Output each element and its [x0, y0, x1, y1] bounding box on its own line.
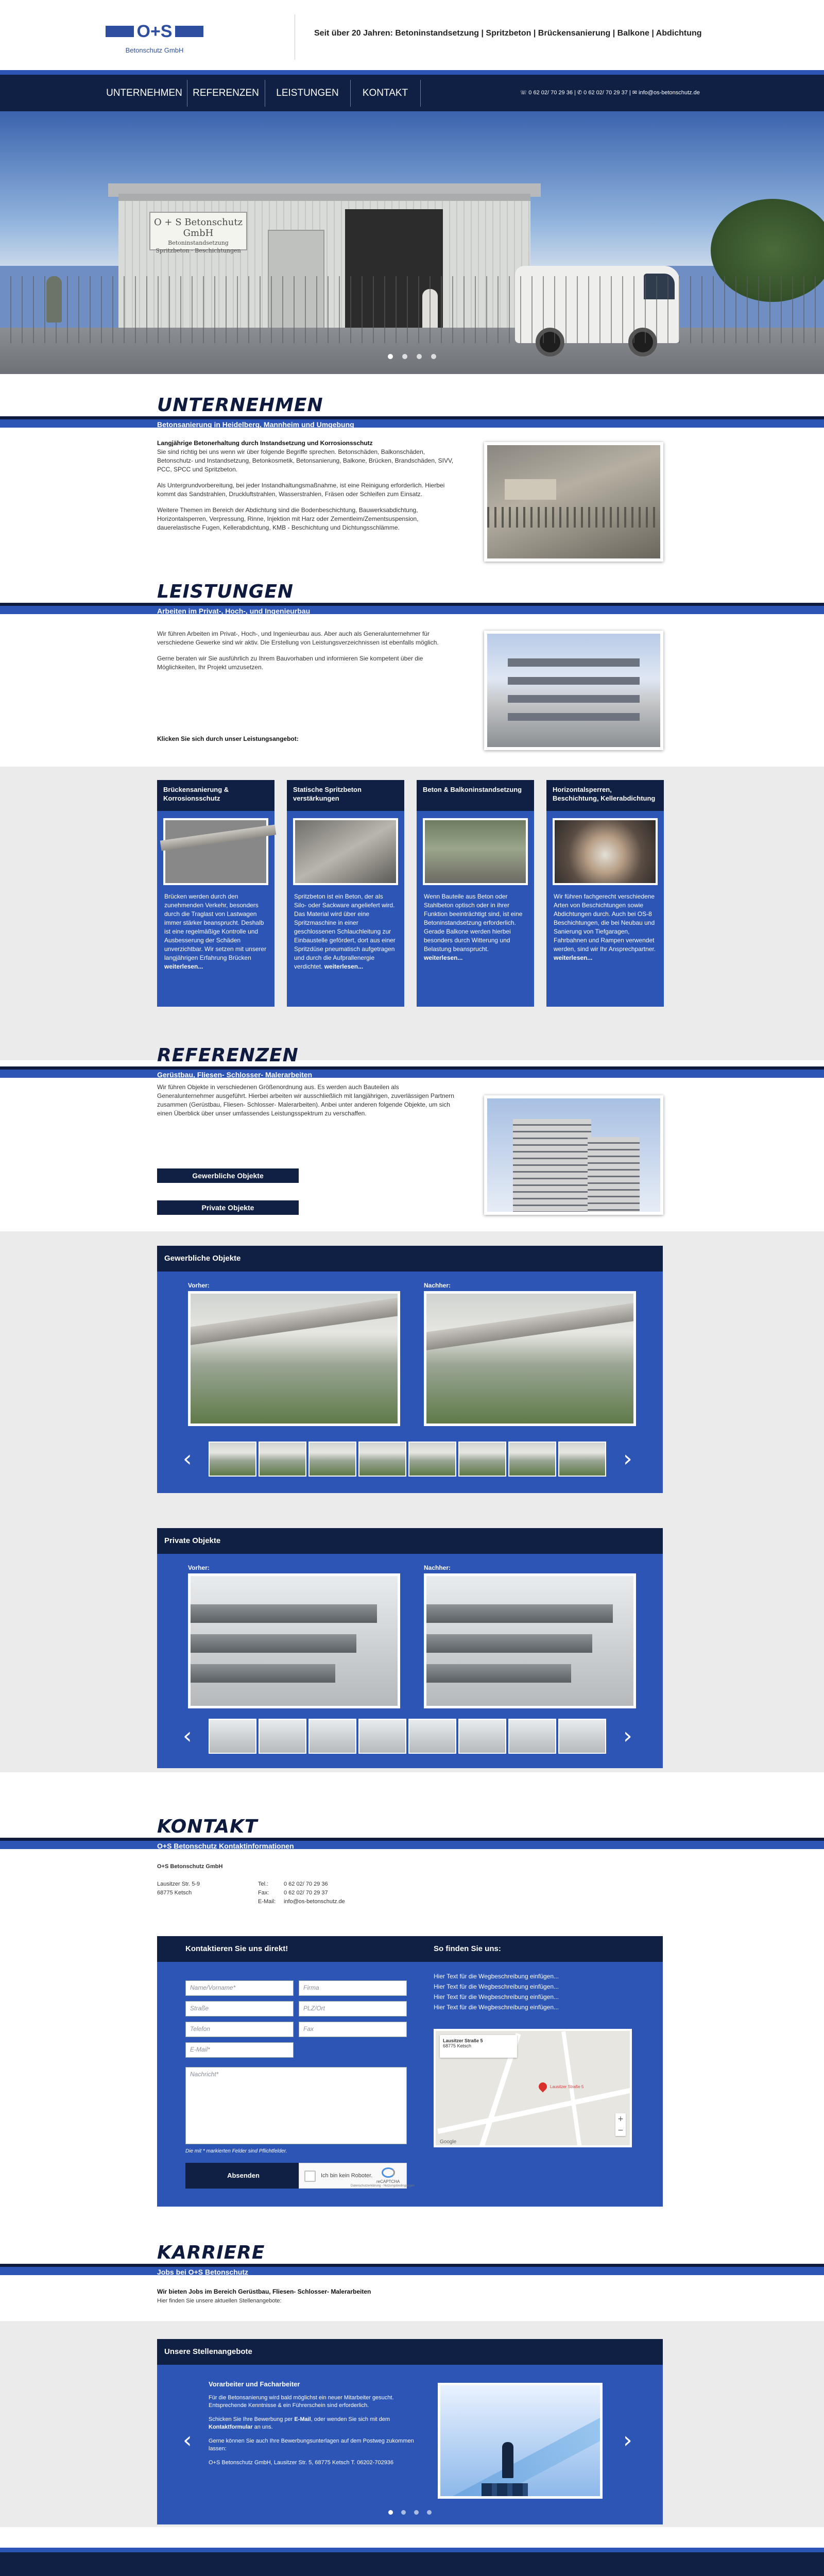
- gallery-thumbnail[interactable]: [209, 1719, 256, 1754]
- service-card-title: Beton & Balkoninstandsetzung: [417, 780, 534, 811]
- map-card-title: Lausitzer Straße 5: [443, 2038, 483, 2043]
- section-bar: [0, 1066, 824, 1078]
- after-image[interactable]: [424, 1573, 636, 1708]
- gallery-title: Private Objekte: [157, 1528, 663, 1554]
- site-footer: [0, 2548, 824, 2576]
- captcha-checkbox[interactable]: [304, 2171, 316, 2182]
- hero-slider[interactable]: [0, 111, 824, 374]
- leistungen-paragraph: Gerne beraten wir Sie ausführlich zu Ihrem Bauvorhaben und informieren Sie kompetent über die Möglichkeiten, Ihr Projekt umzusetzen.: [157, 655, 423, 671]
- captcha-terms[interactable]: Datenschutzerklärung - Nutzungsbedingungen: [351, 2184, 415, 2188]
- fax-label: Fax:: [258, 1890, 269, 1896]
- section-title: LEISTUNGEN: [157, 581, 294, 602]
- directions-item[interactable]: Hier Text für die Wegbeschreibung einfügen...: [434, 1973, 559, 1980]
- job-image: [438, 2383, 603, 2499]
- service-card[interactable]: [157, 780, 274, 1007]
- gallery-commercial: [157, 1246, 663, 1493]
- hero-slider-dots: [0, 353, 824, 361]
- slider-dot[interactable]: [402, 354, 407, 359]
- gallery-private: [157, 1528, 663, 1768]
- contact-form-box: [157, 1936, 663, 2207]
- hero-person: [46, 276, 62, 323]
- job-paragraph: Gerne können Sie auch Ihre Bewerbungsunterlagen auf dem Postweg zukommen lassen:: [209, 2438, 414, 2452]
- service-card[interactable]: [287, 780, 404, 1007]
- after-label: Nachher:: [424, 1564, 451, 1571]
- section-title: REFERENZEN: [157, 1045, 299, 1066]
- gallery-thumbnail[interactable]: [308, 1442, 356, 1477]
- referenzen-paragraph: Wir führen Objekte in verschiedenen Größenordnung aus. Es werden auch Bauteilen als Generalunternehmer ausgeführt. Hierbei arbeiten wir ausschließlich mit langjährigen, zuverlässigen Partnern zusammen (Gerüstbau, Fliesen- Schlosser- Malerarbeiten). Anbei unter anderen folgende Objekte, um sich einen Überblick über unser umfassendes Leistungsspektrum zu verschaffen.: [157, 1083, 454, 1117]
- leistungen-text: [157, 630, 456, 679]
- section-bar: [0, 603, 824, 614]
- tel-value[interactable]: 0 62 02/ 70 29 36: [284, 1881, 328, 1887]
- street-field[interactable]: Straße: [185, 2001, 294, 2016]
- service-card[interactable]: [417, 780, 534, 1007]
- tel-label: Tel.:: [258, 1881, 269, 1887]
- job-slider-title: Unsere Stellenangebote: [157, 2339, 663, 2365]
- gallery-thumbnails: [209, 1442, 610, 1477]
- karriere-lead: Wir bieten Jobs im Bereich Gerüstbau, Fliesen- Schlosser- Malerarbeiten: [157, 2288, 371, 2295]
- directions-item[interactable]: Hier Text für die Wegbeschreibung einfügen...: [434, 1983, 559, 1990]
- before-image[interactable]: [188, 1573, 400, 1708]
- recaptcha-icon: [382, 2167, 395, 2178]
- unternehmen-lead: Langjährige Betonerhaltung durch Instandsetzung und Korrosionsschutz: [157, 439, 373, 447]
- service-card-text: Brücken werden durch den zunehmenden Verkehr, besonders durch die Traglast von Lastwagen immer stärker beansprucht. Deshalb ist eine regelmäßige Kontrolle und Ausbesserung der Schäden unverzichtbar. Wir setzen mit unserer langjährigen Erfahrung Brücken weiterlesen...: [164, 893, 267, 970]
- contact-form-link[interactable]: Kontaktformular: [209, 2424, 253, 2430]
- section-bar: [0, 1838, 824, 1849]
- job-slider: [157, 2339, 663, 2524]
- slider-dot[interactable]: [401, 2510, 406, 2515]
- section-bar: [0, 416, 824, 428]
- service-card-image: [553, 818, 658, 885]
- section-title: KARRIERE: [157, 2242, 265, 2263]
- main-navigation: [0, 70, 824, 111]
- commercial-objects-button[interactable]: Gewerbliche Objekte: [157, 1168, 299, 1183]
- gallery-next-arrow[interactable]: ›: [623, 1723, 632, 1749]
- gallery-thumbnail[interactable]: [408, 1719, 456, 1754]
- slider-dot[interactable]: [414, 2510, 419, 2515]
- logo-name: O+S: [100, 22, 209, 41]
- gallery-thumbnail[interactable]: [259, 1442, 306, 1477]
- contact-city: 68775 Ketsch: [157, 1890, 192, 1896]
- directions-item[interactable]: Hier Text für die Wegbeschreibung einfügen...: [434, 1993, 559, 2001]
- job-next-arrow[interactable]: ›: [623, 2427, 632, 2453]
- slider-dot[interactable]: [388, 2510, 393, 2515]
- service-card-image: [423, 818, 528, 885]
- slider-dot[interactable]: [417, 354, 422, 359]
- service-card-text: Wir führen fachgerecht verschiedene Arten von Beschichtungen sowie Abdichtungen durch. Auch bei OS-8 Beschichtungen, die bei Neubau und Sanierung von Tiefgaragen, Fahrbahnen und Rampen verwendet werden, sind wir Ihr Ansprechpartner. weiterlesen...: [554, 893, 656, 961]
- services-band: [0, 767, 824, 1060]
- captcha-brand: reCAPTCHA: [376, 2179, 400, 2184]
- section-title: KONTAKT: [157, 1816, 258, 1837]
- nav-item-leistungen[interactable]: LEISTUNGEN: [276, 88, 339, 98]
- gallery-title: Gewerbliche Objekte: [157, 1246, 663, 1272]
- gallery-body: [157, 1554, 663, 1768]
- map-info-card[interactable]: [440, 2035, 517, 2058]
- private-objects-button[interactable]: Private Objekte: [157, 1200, 299, 1215]
- job-image-figure: [502, 2442, 513, 2478]
- section-title: UNTERNEHMEN: [157, 395, 323, 416]
- map-google-logo: Google: [440, 2139, 457, 2145]
- gallery-thumbnail[interactable]: [358, 1442, 406, 1477]
- hero-sign-line3: Spritzbeton · Beschichtungen: [156, 247, 241, 254]
- job-slider-dots: [157, 2509, 663, 2516]
- job-paragraph: Schicken Sie Ihre Bewerbung per E-Mail, oder wenden Sie sich mit dem Kontaktformular an uns.: [209, 2416, 390, 2430]
- gallery-thumbnail[interactable]: [508, 1442, 556, 1477]
- contact-numbers: [258, 1880, 402, 1906]
- job-title: Vorarbeiter und Facharbeiter: [209, 2380, 300, 2388]
- service-card-image: [163, 818, 268, 885]
- gallery-thumbnail[interactable]: [259, 1719, 306, 1754]
- unternehmen-text: [157, 439, 456, 539]
- karriere-text: [157, 2287, 456, 2306]
- contact-street: Lausitzer Str. 5-9: [157, 1881, 200, 1887]
- mail-label: E-Mail:: [258, 1899, 276, 1905]
- hero-company-sign: [149, 212, 247, 254]
- job-paragraph: Für die Betonsanierung wird bald möglichst ein neuer Mitarbeiter gesucht. Entsprechende Kenntnisse & ein Führerschein sind erforderlich.: [209, 2395, 394, 2409]
- map-card-subtitle: 68775 Ketsch: [443, 2043, 472, 2048]
- contact-info: [157, 1862, 345, 1905]
- mail-link[interactable]: info@os-betonschutz.de: [284, 1899, 345, 1905]
- gallery-thumbnail[interactable]: [458, 1442, 506, 1477]
- read-more-link[interactable]: weiterlesen...: [554, 954, 593, 961]
- gallery-body: [157, 1272, 663, 1493]
- contact-form-title: Kontaktieren Sie uns direkt!: [185, 1944, 288, 1953]
- submit-button[interactable]: Absenden: [185, 2163, 301, 2189]
- phone-field[interactable]: Telefon: [185, 2022, 294, 2037]
- location-map[interactable]: [434, 2029, 632, 2147]
- gallery-thumbnail[interactable]: [558, 1442, 606, 1477]
- email-field[interactable]: E-Mail*: [185, 2042, 294, 2058]
- nav-contact-line[interactable]: ☏ 0 62 02/ 70 29 36 | ✆ 0 62 02/ 70 29 37 | ✉ info@os-betonschutz.de: [520, 90, 700, 96]
- captcha-label: Ich bin kein Roboter.: [321, 2173, 373, 2179]
- email-link[interactable]: E-Mail: [294, 2416, 311, 2422]
- section-bar: [0, 2264, 824, 2275]
- gallery-thumbnail[interactable]: [408, 1442, 456, 1477]
- gallery-thumbnail[interactable]: [458, 1719, 506, 1754]
- section-bar-text: Jobs bei O+S Betonschutz: [157, 2268, 248, 2276]
- hero-sign-line1: O + S Betonschutz GmbH: [153, 217, 243, 239]
- captcha-widget[interactable]: [299, 2163, 415, 2189]
- gallery-thumbnail[interactable]: [558, 1719, 606, 1754]
- company-field[interactable]: Firma: [299, 1980, 407, 1996]
- service-card-title: Statische Spritzbeton verstärkungen: [287, 780, 404, 811]
- nav-item-referenzen[interactable]: REFERENZEN: [193, 88, 259, 98]
- unternehmen-paragraph: Sie sind richtig bei uns wenn wir über folgende Begriffe sprechen. Betonschäden, Balkonschäden, Betonschutz- und Instandsetzung, Betonkosmetik, Betonsanierung, Balkone, Brücken, Brandschäden, SIVV, PCC, SPCC und Spritzbeton.: [157, 448, 454, 473]
- gallery-next-arrow[interactable]: ›: [623, 1446, 632, 1472]
- before-image[interactable]: [188, 1291, 400, 1426]
- after-image[interactable]: [424, 1291, 636, 1426]
- section-bar-text: O+S Betonschutz Kontaktinformationen: [157, 1842, 294, 1850]
- referenzen-photo: [484, 1095, 663, 1215]
- job-description: [209, 2380, 430, 2473]
- directions-list: [434, 1971, 559, 2012]
- service-card[interactable]: [546, 780, 664, 1007]
- unternehmen-paragraph: Als Untergrundvorbereitung, bei jeder Instandhaltungsmaßnahme, ist eine Reinigung erforderlich. Hierbei kommt das Sandstrahlen, Druckluftstrahlen, Wasserstrahlen, Fräsen oder Schleifen zum Einsatz.: [157, 482, 445, 498]
- map-pin-icon[interactable]: [537, 2081, 549, 2093]
- message-field[interactable]: Nachricht*: [185, 2067, 407, 2144]
- referenzen-text: [157, 1083, 456, 1125]
- section-bar-text: Betonsanierung in Heidelberg, Mannheim und Umgebung: [157, 420, 354, 429]
- zip-city-field[interactable]: PLZ/Ort: [299, 2001, 407, 2016]
- name-field[interactable]: Name/Vorname*: [185, 1980, 294, 1996]
- directions-item[interactable]: Hier Text für die Wegbeschreibung einfügen...: [434, 2004, 559, 2011]
- fax-value: 0 62 02/ 70 29 37: [284, 1890, 328, 1896]
- contact-address: [157, 1880, 239, 1897]
- map-zoom-controls[interactable]: + −: [615, 2113, 626, 2136]
- read-more-link[interactable]: weiterlesen...: [324, 963, 364, 970]
- before-label: Vorher:: [188, 1564, 210, 1571]
- hero-sign-line2: Betoninstandsetzung: [168, 240, 229, 246]
- job-prev-arrow[interactable]: ‹: [183, 2427, 192, 2453]
- gallery-prev-arrow[interactable]: ‹: [183, 1723, 192, 1749]
- directions-title: So finden Sie uns:: [434, 1944, 501, 1953]
- logo[interactable]: [100, 22, 209, 58]
- gallery-thumbnail[interactable]: [508, 1719, 556, 1754]
- nav-item-unternehmen[interactable]: UNTERNEHMEN: [106, 88, 182, 98]
- logo-subtitle: Betonschutz GmbH: [125, 46, 184, 54]
- fax-field[interactable]: Fax: [299, 2022, 407, 2037]
- unternehmen-photo: [484, 442, 663, 562]
- hero-fence: [0, 276, 824, 343]
- after-label: Nachher:: [424, 1282, 451, 1289]
- leistungen-paragraph: Wir führen Arbeiten im Privat-, Hoch-, und Ingenieurbau aus. Aber auch als Generalunternehmer für verschiedene Gewerke sind wir aktiv. Die Erstellung von Leistungsverzeichnissen ist ebenfalls möglich.: [157, 630, 439, 646]
- required-note: Die mit * markierten Felder sind Pflichtfelder.: [185, 2148, 287, 2154]
- service-card-text: Wenn Bauteile aus Beton oder Stahlbeton optisch oder in ihrer Funktion beeinträchtigt sind, ist eine Betoninstandsetzung erforderlich. Gerade Balkone werden hierbei besonders durch Witterung und Belastung beansprucht. weiterlesen...: [424, 893, 523, 961]
- header-tagline: Seit über 20 Jahren: Betoninstandsetzung | Spritzbeton | Brückensanierung | Balkone | Abdichtung: [314, 29, 702, 38]
- service-card-image: [293, 818, 398, 885]
- section-bar-text: Arbeiten im Privat-, Hoch-, und Ingenieurbau: [157, 607, 311, 615]
- gallery-thumbnail[interactable]: [308, 1719, 356, 1754]
- before-label: Vorher:: [188, 1282, 210, 1289]
- read-more-link[interactable]: weiterlesen...: [424, 954, 463, 961]
- gallery-thumbnail[interactable]: [358, 1719, 406, 1754]
- karriere-subtitle: Hier finden Sie unsere aktuellen Stellenangebote:: [157, 2298, 282, 2304]
- leistungen-photo: [484, 631, 663, 750]
- nav-divider: [420, 80, 421, 107]
- section-bar-text: Gerüstbau, Fliesen- Schlosser- Malerarbeiten: [157, 1071, 313, 1079]
- leistungen-cta: Klicken Sie sich durch unser Leistungsangebot:: [157, 735, 299, 742]
- slider-dot[interactable]: [388, 354, 393, 359]
- gallery-prev-arrow[interactable]: ‹: [183, 1446, 192, 1472]
- slider-dot[interactable]: [427, 2510, 432, 2515]
- nav-item-kontakt[interactable]: KONTAKT: [362, 88, 408, 98]
- unternehmen-paragraph: Weitere Themen im Bereich der Abdichtung sind die Bodenbeschichtung, Bauwerksabdichtung, Horizontalsperren, Verpressung, Rinne, Injektion mit Harz oder Zementleim/Zementsuspension, dauerelastische Fugen, Kellerabdichtung, KMB - Beschichtung und Dichtungsschlämme.: [157, 506, 419, 531]
- site-header: [0, 0, 824, 70]
- job-address: O+S Betonschutz GmbH, Lausitzer Str. 5, 68775 Ketsch T. 06202-702936: [209, 2460, 394, 2466]
- read-more-link[interactable]: weiterlesen...: [164, 963, 203, 970]
- service-card-title: Horizontalsperren, Beschichtung, Kellerabdichtung: [546, 780, 664, 811]
- service-card-title: Brückensanierung & Korrosionsschutz: [157, 780, 274, 811]
- gallery-thumbnail[interactable]: [209, 1442, 256, 1477]
- slider-dot[interactable]: [431, 354, 436, 359]
- contact-company: O+S Betonschutz GmbH: [157, 1863, 223, 1870]
- map-pin-label: Lausitzer Straße 5: [550, 2084, 584, 2089]
- service-card-text: Spritzbeton ist ein Beton, der als Silo- oder Sackware angeliefert wird. Das Material wird über eine Spritzmaschine in einer geschlossenen Schlauchleitung zur Einbaustelle gefördert, dort aus einer Spritzdüse pneumatisch aufgetragen und durch die Aufprallenergie verdichtet. weiterlesen...: [294, 893, 396, 970]
- gallery-thumbnails: [209, 1719, 610, 1754]
